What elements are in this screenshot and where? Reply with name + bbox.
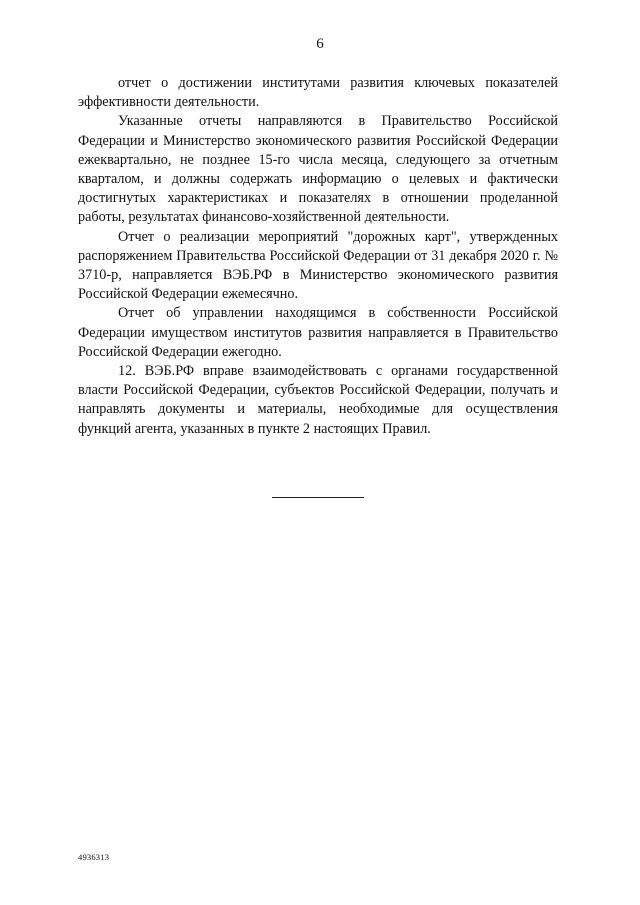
paragraph-property-report: Отчет об управлении находящимся в собственности Российской Федерации имуществом институтов развития направляется в Правительство Российской Федерации ежегодно. [78, 305, 558, 360]
footer-document-code: 4936313 [78, 852, 110, 862]
end-divider [272, 497, 364, 498]
paragraph-reports-quarterly: Указанные отчеты направляются в Правительство Российской Федерации и Министерство экономического развития Российской Федерации ежеквартально, не позднее 15-го числа месяца, следующего за отчетным кварталом, и должны содержать информацию о целевых и фактически достигнутых характеристиках и показателях в отношении проделанной работы, результатах финансово-хозяйственной деятельности. [78, 113, 558, 226]
paragraph-roadmaps-report: Отчет о реализации мероприятий "дорожных карт", утвержденных распоряжением Правительства Российской Федерации от 31 декабря 2020 г. № 3710-р, направляется ВЭБ.РФ в Министерство экономического развития Российской Федерации ежемесячно. [78, 228, 558, 303]
page-number: 6 [316, 36, 324, 52]
paragraph-report-kpi: отчет о достижении институтами развития ключевых показателей эффективности деятельности. [78, 75, 558, 111]
body-text [78, 74, 558, 439]
paragraph-item-12: 12. ВЭБ.РФ вправе взаимодействовать с органами государственной власти Российской Федерации, субъектов Российской Федерации, получать и направлять документы и материалы, необходимые для осуществления функций агента, указанных в пункте 2 настоящих Правил. [78, 363, 558, 437]
